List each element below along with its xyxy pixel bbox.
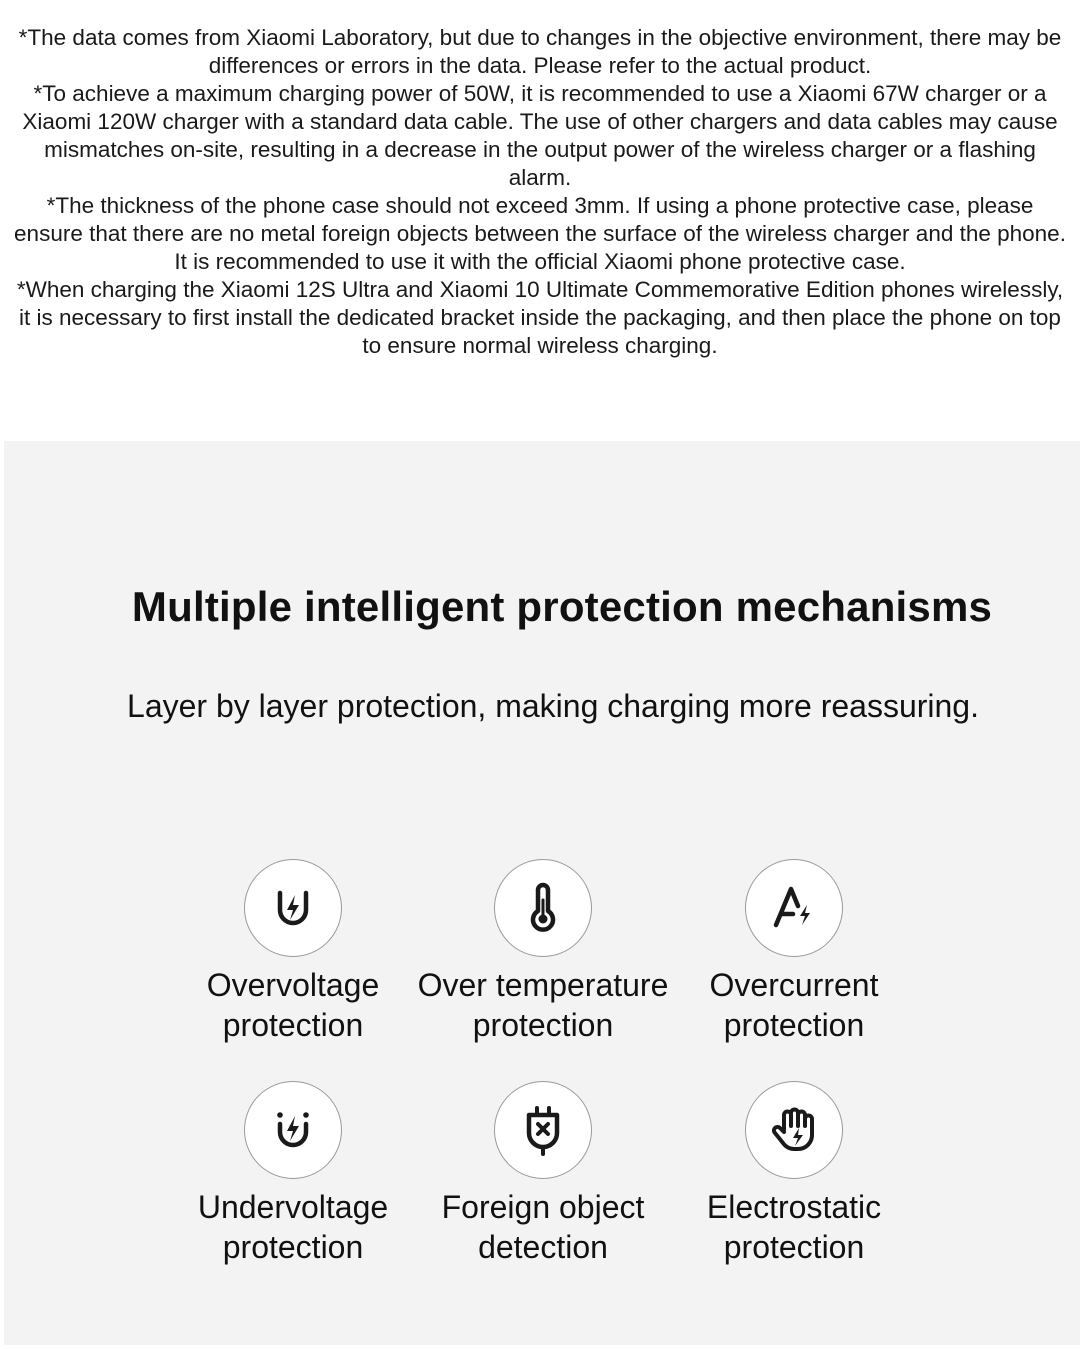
- note-charging-power: *To achieve a maximum charging power of 50W, it is recommended to use a Xiaomi 67W charger or a Xiaomi 120W charger with a standard data cable. The use of other chargers and data cables may cause mismatches on-site, resulting in a decrease in the output power of the wireless charger or a flashing alarm.: [22, 81, 1058, 190]
- note-phone-case: *The thickness of the phone case should not exceed 3mm. If using a phone protective case, please ensure that there are no metal foreign objects between the surface of the wireless charger and the phone. It is recommended to use it with the official Xiaomi phone protective case.: [14, 193, 1066, 274]
- thermometer-icon: [513, 878, 573, 938]
- section-subtitle: Layer by layer protection, making charging more reassuring.: [127, 688, 979, 724]
- feature-label: Foreign object detection: [441, 1189, 645, 1265]
- feature-overcurrent: [649, 859, 939, 1045]
- feature-label: Electrostatic protection: [706, 1189, 882, 1265]
- foreign-object-icon: [513, 1100, 573, 1160]
- overvoltage-icon: [263, 878, 323, 938]
- feature-over-temperature: [398, 859, 688, 1045]
- note-data-source: *The data comes from Xiaomi Laboratory, but due to changes in the objective environment, there may be differences or errors in the data. Please refer to the actual product.: [18, 25, 1062, 78]
- feature-undervoltage: [148, 1081, 438, 1267]
- feature-foreign-object: [398, 1081, 688, 1267]
- disclaimer-notes: [0, 24, 1080, 360]
- feature-label: Over temperature protection: [417, 967, 669, 1043]
- feature-electrostatic: [649, 1081, 939, 1267]
- electrostatic-hand-icon: [764, 1100, 824, 1160]
- section-title: Multiple intelligent protection mechanisms: [131, 583, 993, 630]
- feature-label: Overvoltage protection: [206, 967, 380, 1043]
- note-bracket: *When charging the Xiaomi 12S Ultra and Xiaomi 10 Ultimate Commemorative Edition phones wirelessly, it is necessary to first install the dedicated bracket inside the packaging, and then place the phone on top to ensure normal wireless charging.: [16, 277, 1064, 358]
- feature-overvoltage: [148, 859, 438, 1045]
- feature-label: Overcurrent protection: [709, 967, 879, 1043]
- overcurrent-icon: [764, 878, 824, 938]
- undervoltage-icon: [263, 1100, 323, 1160]
- feature-label: Undervoltage protection: [197, 1189, 389, 1265]
